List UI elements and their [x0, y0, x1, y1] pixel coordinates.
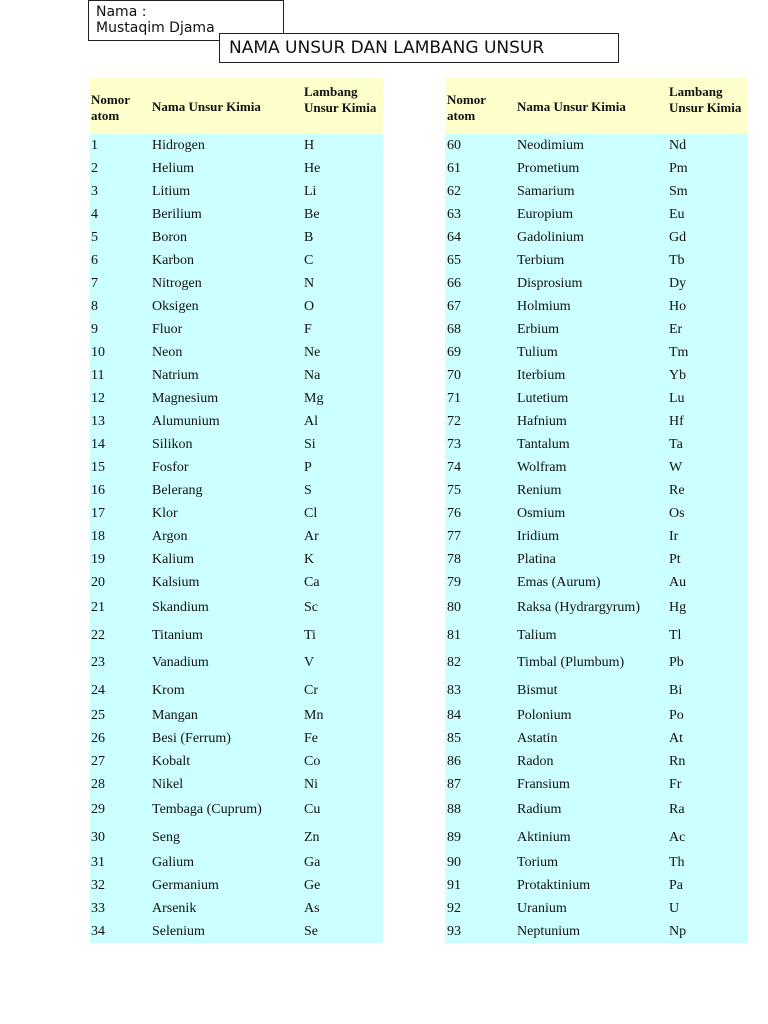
atomic-number: 69: [447, 345, 461, 360]
atomic-number: 16: [91, 483, 105, 498]
atomic-number: 10: [91, 345, 105, 360]
element-name: Lutetium: [517, 391, 569, 406]
table-row: [90, 364, 383, 387]
element-symbol: Se: [304, 924, 318, 939]
header-name: Nama Unsur Kimia: [152, 99, 261, 114]
atomic-number: 7: [91, 276, 98, 291]
table-row: [90, 410, 383, 433]
element-name: Radium: [517, 802, 562, 817]
atomic-number: 31: [91, 855, 105, 870]
element-symbol: Fr: [669, 777, 682, 792]
element-symbol: K: [304, 552, 315, 567]
element-name: Natrium: [152, 368, 199, 383]
header-number: Nomor atom: [447, 92, 486, 123]
page-title: NAMA UNSUR DAN LAMBANG UNSUR: [219, 33, 619, 63]
element-symbol: C: [304, 253, 314, 268]
element-symbol: He: [304, 161, 321, 176]
element-symbol: Nd: [669, 138, 687, 153]
element-name: Prometium: [517, 161, 580, 176]
table-row: [90, 226, 383, 249]
atomic-number: 82: [447, 655, 461, 670]
element-symbol: Lu: [669, 391, 685, 406]
atomic-number: 33: [91, 901, 105, 916]
element-symbol: Bi: [669, 682, 683, 698]
element-name: Raksa (Hydrargyrum): [517, 600, 640, 615]
atomic-number: 64: [447, 230, 461, 245]
element-name: Mangan: [152, 708, 198, 723]
table-row: [90, 157, 383, 180]
table-row: [90, 134, 383, 157]
element-name: Klor: [152, 506, 178, 521]
table-row: [445, 622, 748, 650]
element-symbol: Ti: [304, 627, 316, 643]
element-symbol: Rn: [669, 754, 686, 769]
element-symbol: Ni: [304, 777, 318, 792]
table-body: [90, 134, 383, 943]
table-header: [445, 78, 748, 134]
table-row: [90, 295, 383, 318]
atomic-number: 90: [447, 855, 461, 870]
element-symbol: Ge: [304, 878, 321, 893]
element-symbol: Sm: [669, 184, 688, 199]
table-row: [445, 295, 748, 318]
atomic-number: 20: [91, 575, 105, 590]
element-symbol: Gd: [669, 230, 687, 245]
element-name: Tembaga (Cuprum): [152, 802, 262, 817]
element-symbol: Tb: [669, 253, 685, 268]
element-symbol: U: [669, 901, 680, 916]
table-row: [445, 571, 748, 594]
element-name: Hafnium: [517, 414, 567, 429]
element-name: Aktinium: [517, 829, 571, 845]
table-row: [445, 649, 748, 677]
atomic-number: 93: [447, 924, 461, 939]
table-row: [90, 456, 383, 479]
atomic-number: 91: [447, 878, 461, 893]
element-name: Tantalum: [517, 437, 570, 452]
element-name: Erbium: [517, 322, 559, 337]
atomic-number: 11: [91, 368, 105, 383]
table-row: [90, 796, 383, 824]
atomic-number: 80: [447, 600, 461, 615]
atomic-number: 25: [91, 708, 105, 723]
table-row: [445, 920, 748, 943]
table-row: [445, 433, 748, 456]
element-name: Bismut: [517, 682, 558, 698]
table-row: [445, 318, 748, 341]
element-name: Skandium: [152, 600, 209, 615]
element-name: Oksigen: [152, 299, 199, 314]
table-row: [90, 341, 383, 364]
atomic-number: 12: [91, 391, 105, 406]
element-symbol: Ca: [304, 575, 320, 590]
element-name: Kalsium: [152, 575, 200, 590]
table-row: [90, 727, 383, 750]
atomic-number: 83: [447, 682, 461, 698]
element-symbol: Er: [669, 322, 683, 337]
element-name: Neon: [152, 345, 183, 360]
element-symbol: Os: [669, 506, 685, 521]
atomic-number: 68: [447, 322, 461, 337]
atomic-number: 14: [91, 437, 105, 452]
element-name: Fosfor: [152, 460, 189, 475]
element-name: Platina: [517, 552, 556, 567]
element-symbol: Pb: [669, 655, 684, 670]
atomic-number: 61: [447, 161, 461, 176]
table-row: [445, 226, 748, 249]
table-row: [90, 249, 383, 272]
element-name: Litium: [152, 184, 191, 199]
table-row: [90, 203, 383, 226]
element-symbol: S: [304, 483, 312, 498]
element-name: Nikel: [152, 777, 184, 792]
element-name: Disprosium: [517, 276, 583, 291]
element-symbol: Cu: [304, 802, 321, 817]
table-row: [445, 341, 748, 364]
atomic-number: 4: [91, 207, 98, 222]
element-name: Fluor: [152, 322, 183, 337]
element-symbol: Ac: [669, 829, 686, 845]
element-name: Astatin: [517, 731, 558, 746]
table-row: [90, 272, 383, 295]
element-symbol: Cl: [304, 506, 318, 521]
table-row: [90, 750, 383, 773]
table-row: [445, 851, 748, 874]
table-header: [90, 78, 383, 134]
atomic-number: 77: [447, 529, 461, 544]
element-symbol: H: [304, 138, 315, 153]
element-symbol: Fe: [304, 731, 318, 746]
element-name: Terbium: [517, 253, 565, 268]
atomic-number: 78: [447, 552, 461, 567]
element-symbol: Si: [304, 437, 316, 452]
element-name: Silikon: [152, 437, 193, 452]
element-name: Samarium: [517, 184, 575, 199]
table-row: [445, 773, 748, 796]
table-row: [90, 318, 383, 341]
table-row: [445, 479, 748, 502]
atomic-number: 8: [91, 299, 98, 314]
element-symbol: Ir: [669, 529, 679, 544]
table-row: [90, 433, 383, 456]
element-name: Seng: [152, 829, 180, 845]
element-symbol: Pa: [669, 878, 683, 893]
element-name: Titanium: [152, 627, 203, 643]
atomic-number: 76: [447, 506, 461, 521]
atomic-number: 13: [91, 414, 105, 429]
atomic-number: 63: [447, 207, 461, 222]
element-name: Neptunium: [517, 924, 580, 939]
elements-table-right: [445, 78, 748, 943]
element-name: Emas (Aurum): [517, 575, 601, 590]
element-name: Kalium: [152, 552, 194, 567]
atomic-number: 86: [447, 754, 461, 769]
element-name: Krom: [152, 682, 185, 698]
atomic-number: 74: [447, 460, 461, 475]
element-symbol: Al: [304, 414, 318, 429]
table-row: [90, 548, 383, 571]
atomic-number: 71: [447, 391, 461, 406]
element-symbol: O: [304, 299, 315, 314]
element-symbol: Ar: [304, 529, 319, 544]
element-name: Selenium: [152, 924, 205, 939]
element-symbol: Tm: [669, 345, 689, 360]
atomic-number: 92: [447, 901, 461, 916]
element-symbol: W: [669, 460, 683, 475]
element-symbol: Re: [669, 483, 685, 498]
atomic-number: 30: [91, 829, 105, 845]
element-name: Vanadium: [152, 655, 209, 670]
element-name: Boron: [152, 230, 187, 245]
atomic-number: 17: [91, 506, 105, 521]
element-symbol: Yb: [669, 368, 687, 383]
element-symbol: Th: [669, 855, 685, 870]
atomic-number: 67: [447, 299, 461, 314]
header-name: Nama Unsur Kimia: [517, 99, 626, 114]
table-row: [445, 897, 748, 920]
element-name: Gadolinium: [517, 230, 584, 245]
atomic-number: 60: [447, 138, 461, 153]
element-symbol: Hf: [669, 414, 684, 429]
element-symbol: Dy: [669, 276, 687, 291]
table-row: [445, 824, 748, 852]
header-symbol: Lambang Unsur Kimia: [304, 84, 377, 115]
table-row: [90, 622, 383, 650]
table-row: [90, 502, 383, 525]
element-symbol: P: [304, 460, 312, 475]
header-symbol: Lambang Unsur Kimia: [669, 84, 742, 115]
table-row: [90, 571, 383, 594]
table-row: [90, 704, 383, 727]
table-row: [90, 387, 383, 410]
atomic-number: 85: [447, 731, 461, 746]
table-row: [90, 851, 383, 874]
table-row: [445, 249, 748, 272]
element-symbol: Tl: [669, 627, 682, 643]
header-number: Nomor atom: [91, 92, 130, 123]
atomic-number: 62: [447, 184, 461, 199]
element-name: Torium: [517, 855, 559, 870]
element-symbol: B: [304, 230, 314, 245]
name-label: Nama :: [96, 4, 147, 20]
element-symbol: Hg: [669, 600, 687, 615]
element-name: Wolfram: [517, 460, 567, 475]
atomic-number: 22: [91, 627, 105, 643]
table-row: [445, 203, 748, 226]
atomic-number: 87: [447, 777, 461, 792]
table-row: [445, 134, 748, 157]
atomic-number: 89: [447, 829, 461, 845]
atomic-number: 24: [91, 682, 105, 698]
table-row: [90, 897, 383, 920]
element-symbol: Eu: [669, 207, 685, 222]
element-symbol: Sc: [304, 600, 318, 615]
atomic-number: 28: [91, 777, 105, 792]
table-row: [445, 796, 748, 824]
element-name: Belerang: [152, 483, 203, 498]
atomic-number: 32: [91, 878, 105, 893]
element-symbol: Cr: [304, 682, 318, 698]
element-symbol: Pt: [669, 552, 681, 567]
element-symbol: Ra: [669, 802, 685, 817]
table-row: [445, 594, 748, 622]
table-row: [445, 727, 748, 750]
table-row: [90, 677, 383, 705]
atomic-number: 15: [91, 460, 105, 475]
element-name: Neodimium: [517, 138, 584, 153]
element-symbol: At: [669, 731, 683, 746]
atomic-number: 6: [91, 253, 98, 268]
table-row: [445, 387, 748, 410]
atomic-number: 27: [91, 754, 105, 769]
atomic-number: 1: [91, 138, 98, 153]
atomic-number: 75: [447, 483, 461, 498]
table-row: [445, 157, 748, 180]
atomic-number: 29: [91, 802, 105, 817]
element-name: Osmium: [517, 506, 566, 521]
element-symbol: Ta: [669, 437, 683, 452]
element-name: Polonium: [517, 708, 572, 723]
element-symbol: Li: [304, 184, 317, 199]
atomic-number: 23: [91, 655, 105, 670]
atomic-number: 26: [91, 731, 105, 746]
table-row: [445, 704, 748, 727]
table-body: [445, 134, 748, 943]
element-name: Talium: [517, 627, 557, 643]
element-symbol: Np: [669, 924, 687, 939]
element-symbol: V: [304, 655, 315, 670]
atomic-number: 2: [91, 161, 98, 176]
element-symbol: Au: [669, 575, 687, 590]
element-name: Besi (Ferrum): [152, 731, 231, 746]
table-row: [90, 649, 383, 677]
element-symbol: Mg: [304, 391, 324, 406]
element-symbol: Ne: [304, 345, 321, 360]
element-name: Germanium: [152, 878, 219, 893]
name-value: Mustaqim Djama: [96, 20, 215, 36]
element-name: Uranium: [517, 901, 567, 916]
table-row: [90, 180, 383, 203]
element-name: Kobalt: [152, 754, 191, 769]
element-name: Holmium: [517, 299, 571, 314]
element-name: Radon: [517, 754, 554, 769]
element-symbol: As: [304, 901, 320, 916]
atomic-number: 9: [91, 322, 98, 337]
table-row: [445, 525, 748, 548]
atomic-number: 70: [447, 368, 461, 383]
element-name: Timbal (Plumbum): [517, 655, 625, 670]
element-name: Protaktinium: [517, 878, 591, 893]
elements-table-left: [90, 78, 383, 943]
element-name: Tulium: [517, 345, 558, 360]
element-symbol: Co: [304, 754, 321, 769]
element-name: Berilium: [152, 207, 202, 222]
element-name: Arsenik: [152, 901, 197, 916]
table-row: [90, 525, 383, 548]
table-row: [90, 824, 383, 852]
element-name: Europium: [517, 207, 573, 222]
atomic-number: 5: [91, 230, 98, 245]
element-name: Alumunium: [152, 414, 220, 429]
table-row: [90, 594, 383, 622]
element-name: Helium: [152, 161, 194, 176]
table-row: [445, 456, 748, 479]
atomic-number: 84: [447, 708, 461, 723]
element-symbol: Mn: [304, 708, 324, 723]
table-row: [90, 874, 383, 897]
table-row: [445, 750, 748, 773]
element-name: Nitrogen: [152, 276, 202, 291]
atomic-number: 88: [447, 802, 461, 817]
atomic-number: 66: [447, 276, 461, 291]
element-name: Argon: [152, 529, 188, 544]
element-name: Magnesium: [152, 391, 219, 406]
atomic-number: 34: [91, 924, 105, 939]
element-name: Hidrogen: [152, 138, 205, 153]
table-row: [445, 677, 748, 705]
element-symbol: Be: [304, 207, 320, 222]
atomic-number: 19: [91, 552, 105, 567]
atomic-number: 21: [91, 600, 105, 615]
table-row: [445, 272, 748, 295]
element-symbol: Po: [669, 708, 684, 723]
element-symbol: F: [304, 322, 312, 337]
table-row: [90, 773, 383, 796]
table-row: [445, 180, 748, 203]
element-name: Galium: [152, 855, 194, 870]
table-row: [445, 502, 748, 525]
element-name: Iterbium: [517, 368, 566, 383]
element-name: Iridium: [517, 529, 559, 544]
table-row: [445, 874, 748, 897]
atomic-number: 3: [91, 184, 98, 199]
element-symbol: Zn: [304, 829, 320, 845]
table-row: [90, 479, 383, 502]
element-symbol: Ga: [304, 855, 321, 870]
element-name: Renium: [517, 483, 562, 498]
atomic-number: 18: [91, 529, 105, 544]
element-name: Karbon: [152, 253, 194, 268]
atomic-number: 79: [447, 575, 461, 590]
element-symbol: Na: [304, 368, 321, 383]
atomic-number: 81: [447, 627, 461, 643]
atomic-number: 65: [447, 253, 461, 268]
table-row: [90, 920, 383, 943]
element-symbol: N: [304, 276, 315, 291]
table-row: [445, 364, 748, 387]
atomic-number: 72: [447, 414, 461, 429]
table-row: [445, 548, 748, 571]
element-symbol: Ho: [669, 299, 687, 314]
table-row: [445, 410, 748, 433]
atomic-number: 73: [447, 437, 461, 452]
element-name: Fransium: [517, 777, 570, 792]
element-symbol: Pm: [669, 161, 688, 176]
